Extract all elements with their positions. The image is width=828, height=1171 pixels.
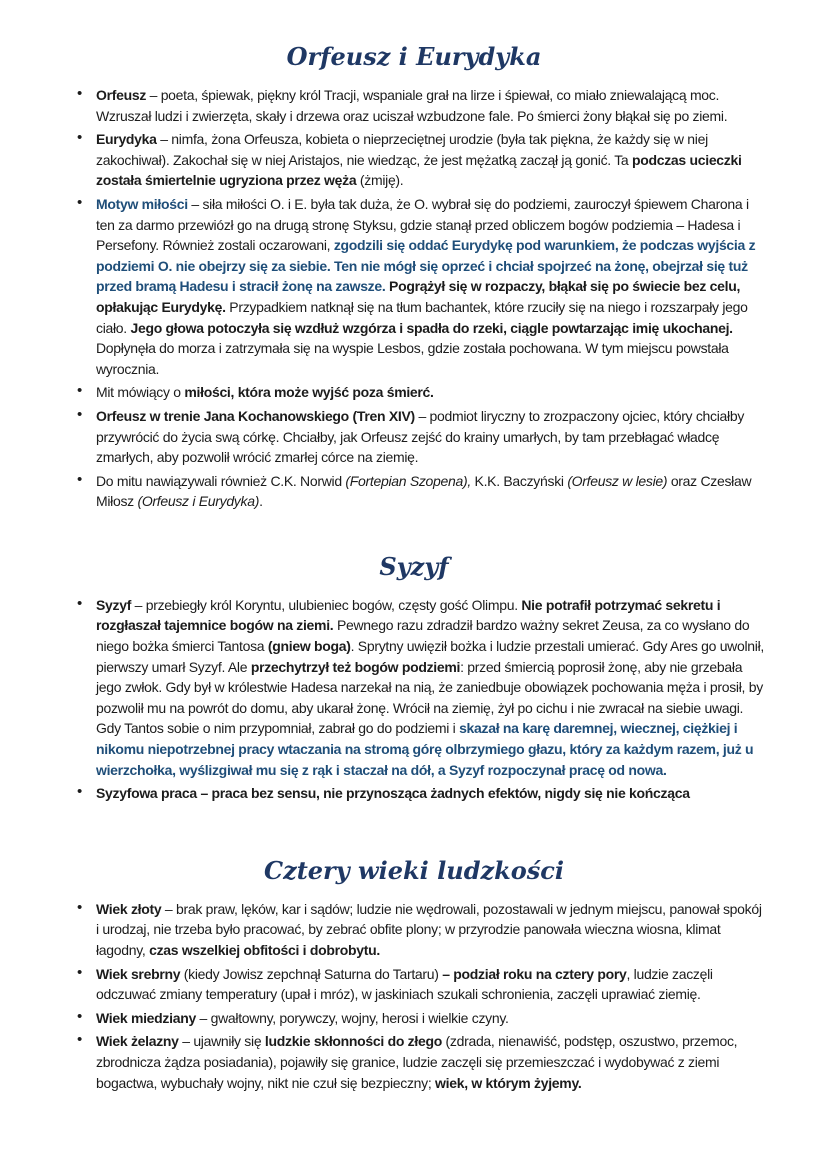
text-run: Orfeusz w trenie Jana Kochanowskiego (Tren XIV) — [96, 407, 415, 424]
text-run: wiek, w którym żyjemy. — [435, 1074, 582, 1091]
list-item — [63, 129, 765, 191]
text-run: skazał na karę daremnej, wiecznej, ciężkiej i nikomu niepotrzebnej pracy wtaczania na stromą górę olbrzymiego głazu, który za każdym razem, już u wierzchołka, wyślizgiwał mu się z rąk i staczał na dół, a Syzyf rozpoczynał pracę od nowa. — [96, 720, 754, 778]
text-run: Wiek miedziany — [96, 1009, 196, 1026]
text-run: podczas ucieczki została śmiertelnie ugryziona przez węża — [96, 151, 742, 189]
text-run: Dopłynęła do morza i zatrzymała się na wyspie Lesbos, gdzie została pochowana. W tym miejscu powstała wyrocznia. — [96, 340, 729, 377]
text-run: Pogrążył się w rozpaczy, błąkał się po świecie bez celu, opłakując Eurydykę. — [96, 278, 741, 315]
text-run: ludzkie skłonności do złego — [264, 1033, 442, 1050]
list-item — [63, 595, 765, 780]
list-item — [63, 899, 765, 961]
list-item — [63, 406, 765, 468]
text-run: . Sprytny uwięził bożka i ludzie przestali umierać. Gdy Ares go uwolnił, pierwszy umarł Syzyf. Ale — [96, 638, 764, 675]
text-run: (żmiję). — [356, 172, 404, 189]
list-item — [63, 471, 765, 512]
text-run: Do mitu nawiązywali również C.K. Norwid — [96, 472, 346, 489]
section-syzyf — [63, 552, 765, 804]
bullet-list — [63, 899, 765, 1093]
text-run: (gniew boga) — [267, 638, 351, 655]
document-body — [63, 42, 765, 1093]
list-item — [63, 1008, 765, 1029]
text-run: Mit mówiący o — [96, 384, 185, 401]
text-run: Syzyf — [96, 596, 132, 613]
section-title: Syzyf — [379, 551, 449, 581]
text-run: (kiedy Jowisz zepchnął Saturna do Tartaru) — [180, 965, 443, 982]
text-run: – brak praw, lęków, kar i sądów; ludzie nie wędrowali, pozostawali w jednym miejscu, panował spokój i urodzaj, nie trzeba było pracować, by zebrać obfite plony; w przyrodzie panowała wieczna wiosna, klimat łagodny, — [96, 900, 762, 958]
list-item — [63, 194, 765, 379]
text-run: – podmiot liryczny to zrozpaczony ojciec, który chciałby przywrócić do życia swą córkę. Chciałby, jak Orfeusz zejść do krainy umarłych, by tam przebłagać władcę zmarłych, aby pozwolił wrócić zmarłej córce na ziemię. — [96, 407, 745, 466]
bullet-list — [63, 85, 765, 512]
text-run: Przypadkiem natknął się na tłum bachantek, które rzuciły się na niego i rozszarpały jego ciało. — [96, 298, 748, 336]
list-item — [63, 1031, 765, 1093]
text-run: K.K. Baczyński — [470, 472, 568, 489]
text-run: Wiek złoty — [96, 900, 162, 917]
text-run: : przed śmiercią poprosił żonę, aby nie grzebała jego zwłok. Gdy był w królestwie Hadesa narzekał na nią, że zaniedbuje obowiązek pochowania męża i prosił, by pozwolił mu na powrót do domu, aby ukarał żonę. Wrócił na ziemię, żył po cichu i nie zwracał na siebie uwagi. Gdy Tantos sobie o nim przypomniał, zabrał go do podziemi i — [96, 658, 763, 737]
text-run: przechytrzył też bogów podziemi — [250, 658, 461, 675]
text-run: Orfeusz — [96, 87, 147, 103]
text-run: (Orfeusz i Eurydyka) — [137, 493, 260, 510]
text-run: Wiek srebrny — [96, 965, 181, 982]
list-item — [63, 85, 765, 126]
text-run: Syzyfowa praca – praca bez sensu, nie przynosząca żadnych efektów, nigdy się nie kończąca — [96, 785, 690, 802]
text-run: czas wszelkiej obfitości i dobrobytu. — [149, 942, 380, 958]
section-title: Orfeusz i Eurydyka — [286, 42, 542, 71]
text-run: oraz Czesław Miłosz — [96, 472, 752, 510]
section-cztery-wieki-ludzkosci — [63, 856, 765, 1093]
text-run: – gwałtowny, porywczy, wojny, herosi i wielkie czyny. — [195, 1009, 509, 1026]
text-run: – podział roku na cztery pory — [442, 965, 627, 982]
text-run: Eurydyka — [96, 131, 157, 148]
text-run: – przebiegły król Koryntu, ulubieniec bogów, częsty gość Olimpu. — [131, 596, 522, 613]
text-run: (Orfeusz w lesie) — [567, 472, 668, 489]
text-run: , ludzie zaczęli odczuwać zmiany temperatury (upał i mróz), w jaskiniach szukali schronienia, zaczęli uprawiać ziemię. — [96, 965, 713, 1003]
text-run: – poeta, śpiewak, piękny król Tracji, wspaniale grał na lirze i śpiewał, co miało zniewalającą moc. Wzruszał ludzi i zwierzęta, skały i drzewa oraz uciszał wzbudzone fale. Po śmierci żony błąkał się po ziemi. — [96, 87, 728, 124]
text-run: Nie potrafił potrzymać sekretu i rozgłaszał tajemnice bogów na ziemi. — [96, 596, 721, 634]
section-title: Cztery wieki ludzkości — [263, 855, 565, 885]
text-run: Jego głowa potoczyła się wzdłuż wzgórza i spadła do rzeki, ciągle powtarzając imię ukochanej. — [130, 319, 733, 336]
text-run: (zdrada, nienawiść, podstęp, oszustwo, przemoc, zbrodnicza żądza posiadania), pojawiły się granice, ludzie zaczęli się przemieszczać i wydobywać z ziemi bogactwa, wybuchały wojny, nikt nie czuł się bezpieczny; — [96, 1033, 738, 1091]
text-run: . — [259, 493, 263, 510]
list-item — [63, 964, 765, 1005]
text-run: – nimfa, żona Orfeusza, kobieta o nieprzeciętnej urodzie (była tak piękna, że każdy się w niej zakochiwał). Zakochał się w niej Aristajos, nie wiedząc, że jest mężatką zaczął ją gonić. Ta — [96, 131, 708, 168]
text-run: – siła miłości O. i E. była tak duża, że O. wybrał się do podziemi, zauroczył śpiewem Charona i ten za darmo przewiózł go na drugą stronę Styksu, gdzie stanął przed obliczem bogów podziemia – Hadesa i Persefony. Również zostali oczarowani, — [96, 195, 749, 254]
text-run: zgodzili się oddać Eurydykę pod warunkiem, że podczas wyjścia z podziemi O. nie obejrzy się za siebie. Ten nie mógł się oprzeć i chciał spojrzeć na żonę, obejrzał się tuż przed bramą Hadesu i stracił żonę na zawsze. — [96, 237, 756, 295]
section-orfeusz-i-eurydyka — [63, 42, 765, 512]
text-run: Pewnego razu zdradził bardzo ważny sekret Zeusa, za co wysłano do niego bożka śmierci Tantosa — [96, 617, 750, 655]
list-item — [63, 382, 765, 403]
list-item — [63, 783, 765, 804]
bullet-list — [63, 595, 765, 804]
text-run: – ujawniły się — [178, 1033, 265, 1050]
text-run: Motyw miłości — [96, 195, 188, 212]
text-run: Wiek żelazny — [96, 1033, 179, 1050]
text-run: (Fortepian Szopena), — [345, 472, 471, 489]
text-run: miłości, która może wyjść poza śmierć. — [184, 384, 434, 401]
